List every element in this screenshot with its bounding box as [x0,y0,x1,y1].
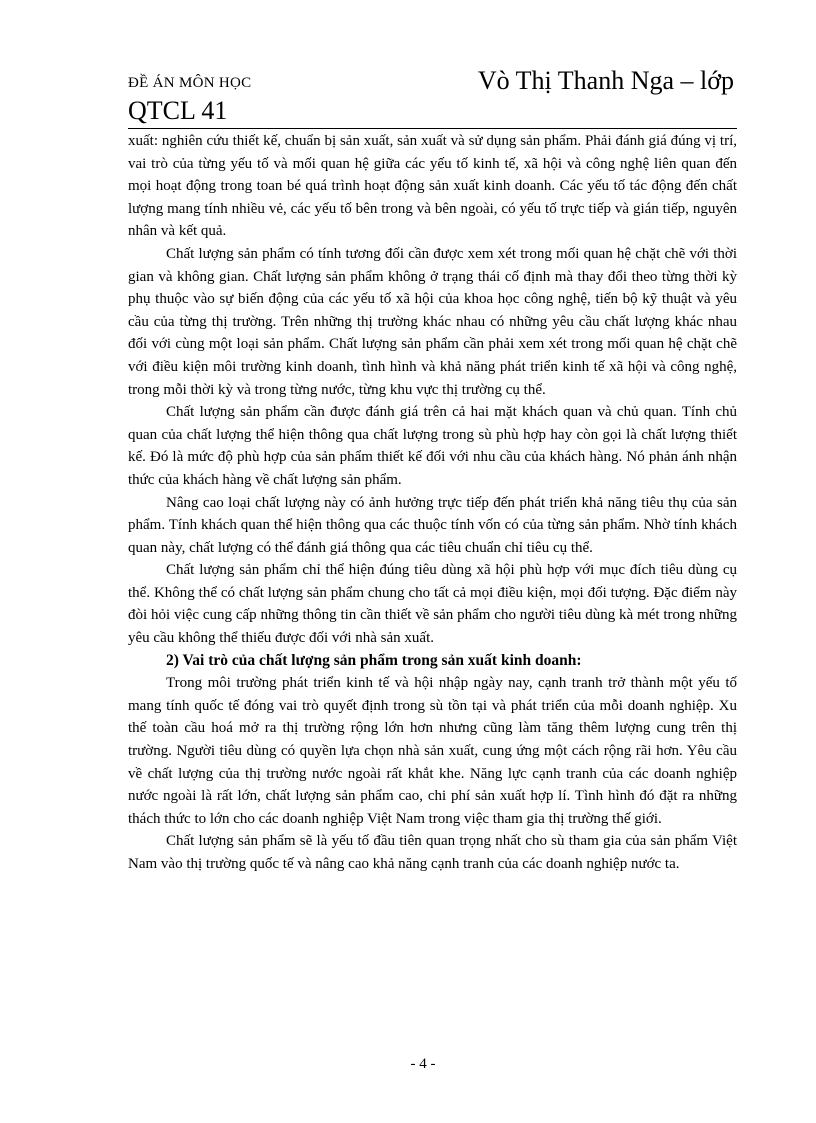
header-subject: ĐỀ ÁN MÔN HỌC [128,75,252,91]
paragraph: Chất lượng sản phẩm cần được đánh giá trên cả hai mặt khách quan và chủ quan. Tính chủ quan của chất lượng thể hiện thông qua chất lượng trong sù phù hợp hay còn gọi là chất lượng thiết kế. Đó là mức độ phù hợp của sản phẩm thiết kế đối với nhu cầu của khách hàng. Nó phản ánh nhận thức của khách hàng về chất lượng sản phẩm. [128,404,737,488]
paragraph: Chất lượng sản phẩm sẽ là yếu tố đầu tiên quan trọng nhất cho sù tham gia của sản phẩm Việt Nam vào thị trường quốc tế và nâng cao khả năng cạnh tranh của các doanh nghiệp nước ta. [128,833,737,872]
section-heading: 2) Vai trò của chất lượng sản phẩm trong sản xuất kinh doanh: [166,651,582,669]
header-author: Vò Thị Thanh Nga – lớp [477,66,734,95]
paragraph: Trong môi trường phát triển kinh tế và hội nhập ngày nay, cạnh tranh trở thành một yếu tố mang tính quốc tế đóng vai trò quyết định trong sù tồn tại và phát triển của mỗi doanh nghiệp. Xu thế toàn cầu hoá mở ra thị trường rộng lớn hơn nhưng cũng làm tăng thêm lượng cung trên thị trường. Người tiêu dùng có quyền lựa chọn nhà sản xuất, cung ứng một cách rộng rãi hơn. Yêu cầu về chất lượng của thị trường nước ngoài rất khắt khe. Năng lực cạnh tranh của các doanh nghiệp nước ngoài là rất lớn, chất lượng sản phẩm cao, chi phí sản xuất hợp lí. Tình hình đó đặt ra những thách thức to lớn cho các doanh nghiệp Việt Nam trong việc tham gia thị trường thế giới. [128,675,737,827]
paragraph-continued: xuất: nghiên cứu thiết kế, chuẩn bị sản xuất, sản xuất và sử dụng sản phẩm. Phải đánh giá đúng vị trí, vai trò của từng yếu tố và mối quan hệ giữa các yếu tố kinh tế, xã hội và công nghệ liên quan đến mọi hoạt động trong toan bé quá trình hoạt động sản xuất kinh doanh. Các yếu tố tác động đến chất lượng mang tính nhiều vẻ, các yếu tố bên trong và bên ngoài, có yếu tố trực tiếp và gián tiếp, nguyên nhân và kết quả. [128,133,737,240]
paragraph: Chất lượng sản phẩm chỉ thể hiện đúng tiêu dùng xã hội phù hợp với mục đích tiêu dùng cụ thể. Không thể có chất lượng sản phẩm chung cho tất cả mọi điều kiện, mọi đối tượng. Đặc điểm này đòi hỏi việc cung cấp những thông tin cần thiết về sản phẩm cho người tiêu dùng kà mét trong những yêu cầu không thể thiếu được đối với nhà sản xuất. [128,562,737,647]
header-class-code: QTCL 41 [128,96,228,125]
document-body [128,130,737,876]
paragraph: Chất lượng sản phẩm có tính tương đối cần được xem xét trong mối quan hệ chặt chẽ với thời gian và không gian. Chất lượng sản phẩm không ở trạng thái cố định mà thay đổi theo từng thời kỳ phụ thuộc vào sự biến động của các yếu tố xã hội của khoa học công nghệ, tiến bộ kỹ thuật và yêu cầu của từng thị trường. Trên những thị trường khác nhau có những yêu cầu chất lượng khác nhau đối với cùng một loại sản phẩm. Chất lượng sản phẩm cần phải xem xét trong mối quan hệ chặt chẽ với điều kiện môi trường kinh doanh, tình hình và khả năng phát triển kinh tế xã hội và công nghệ, trong mỗi thời kỳ và trong từng nước, từng khu vực thị trường cụ thể. [128,245,737,398]
page-number: - 4 - [410,1056,436,1072]
header-divider [128,128,737,129]
paragraph: Nâng cao loại chất lượng này có ảnh hưởng trực tiếp đến phát triển khả năng tiêu thụ của sản phẩm. Tính khách quan thể hiện thông qua các thuộc tính vốn có của từng sản phẩm. Nhờ tính khách quan này, chất lượng có thể đánh giá thông qua các tiêu chuẩn chỉ tiêu cụ thể. [128,494,737,556]
